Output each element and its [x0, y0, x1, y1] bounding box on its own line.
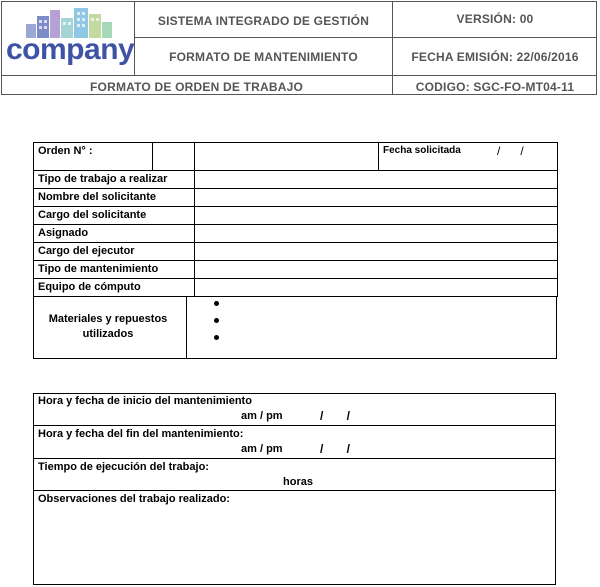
- row-label-work-type: Tipo de trabajo a realizar: [38, 173, 168, 185]
- format-title: FORMATO DE MANTENIMIENTO: [169, 50, 358, 64]
- start-date-value: / /: [320, 409, 351, 423]
- start-ampm: am / pm: [241, 410, 283, 422]
- version-label: VERSIÓN: 00: [456, 12, 534, 26]
- start-datetime-label: Hora y fecha de inicio del mantenimiento: [38, 395, 252, 407]
- table-border: [33, 188, 558, 189]
- header-divider: [1, 75, 597, 76]
- table-border: [33, 260, 558, 261]
- form-name: FORMATO DE ORDEN DE TRABAJO: [90, 80, 303, 94]
- table-border: [33, 358, 557, 359]
- form-code: CODIGO: SGC-FO-MT04-11: [415, 80, 575, 94]
- system-title: SISTEMA INTEGRADO DE GESTIÓN: [157, 14, 370, 28]
- table-border: [378, 142, 379, 170]
- table-border: [152, 142, 153, 170]
- table-border: [33, 142, 34, 359]
- row-label-requester-name: Nombre del solicitante: [38, 191, 156, 203]
- bullet-icon: [214, 335, 219, 340]
- observations-label: Observaciones del trabajo realizado:: [38, 493, 230, 505]
- row-label-executor-role: Cargo del ejecutor: [38, 245, 135, 257]
- row-label-requester-role: Cargo del solicitante: [38, 209, 147, 221]
- table-border: [557, 142, 558, 297]
- requested-date-label: Fecha solicitada: [383, 145, 461, 156]
- table-border: [33, 296, 558, 297]
- end-date-value: / /: [320, 442, 351, 456]
- row-label-maintenance-type: Tipo de mantenimiento: [38, 263, 159, 275]
- row-label-assigned: Asignado: [38, 227, 89, 239]
- bullet-icon: [214, 301, 219, 306]
- table-border: [33, 206, 558, 207]
- order-number-label: Orden N° :: [38, 145, 93, 157]
- row-label-computer-equipment: Equipo de cómputo: [38, 281, 141, 293]
- issue-date-label: FECHA EMISIÓN: 22/06/2016: [411, 50, 579, 64]
- end-datetime-label: Hora y fecha del fin del mantenimiento:: [38, 428, 244, 440]
- requested-date-value: / /: [497, 144, 524, 158]
- table-border: [555, 393, 556, 585]
- table-border: [33, 458, 556, 459]
- bullet-icon: [214, 318, 219, 323]
- company-logo-text: company: [6, 33, 135, 66]
- table-border: [33, 425, 556, 426]
- table-border: [33, 393, 556, 394]
- table-border: [33, 224, 558, 225]
- header-divider: [134, 37, 597, 38]
- duration-unit: horas: [283, 476, 313, 488]
- table-border: [33, 278, 558, 279]
- materials-label: Materiales y repuestos utilizados: [48, 313, 168, 340]
- table-border: [33, 170, 558, 171]
- table-border: [33, 584, 556, 585]
- table-border: [556, 297, 557, 359]
- table-border: [33, 393, 34, 585]
- table-border: [186, 297, 187, 359]
- end-ampm: am / pm: [241, 443, 283, 455]
- duration-label: Tiempo de ejecución del trabajo:: [38, 461, 209, 473]
- table-border: [33, 142, 558, 143]
- table-border: [33, 490, 556, 491]
- table-border: [194, 142, 195, 297]
- table-border: [33, 242, 558, 243]
